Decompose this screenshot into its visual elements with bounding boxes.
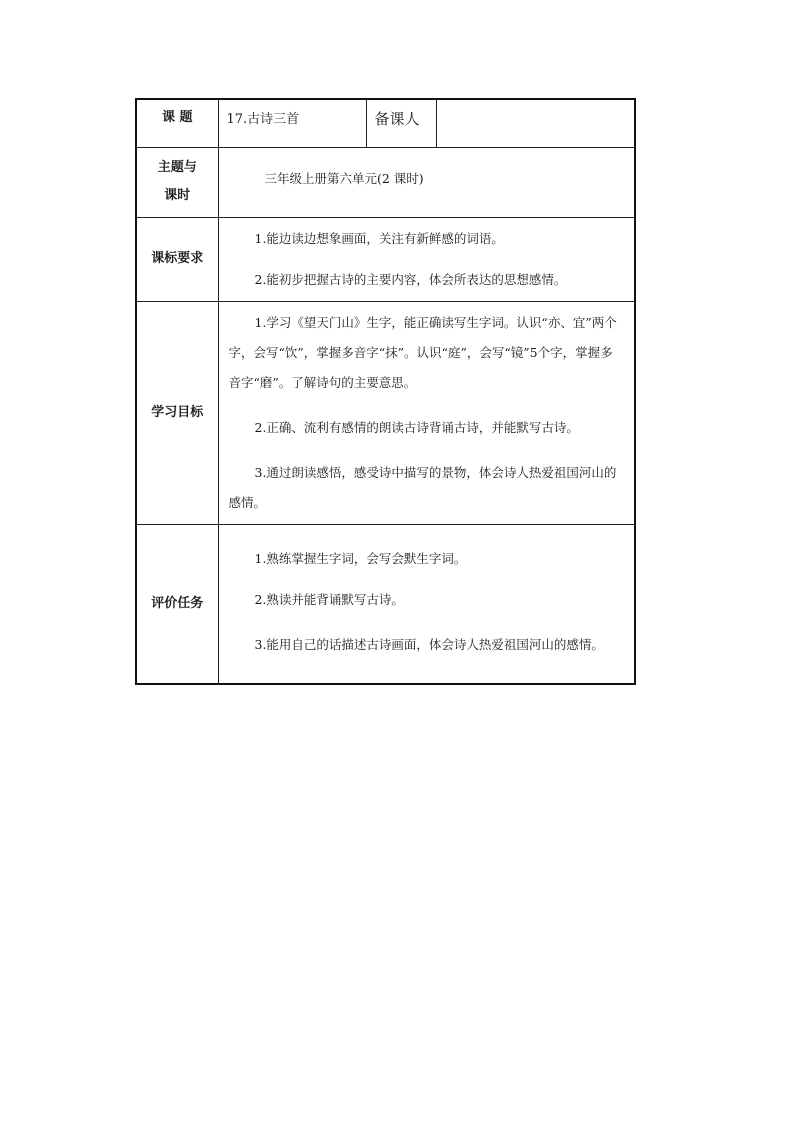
- topic-label-line1: 主题与: [157, 160, 197, 175]
- title-row: [136, 99, 635, 147]
- standard-item-2: 2.能初步把握古诗的主要内容，体会所表达的思想感情。: [254, 271, 567, 287]
- standard-label: 课标要求: [136, 217, 218, 301]
- preparer-label: 备课人: [366, 99, 436, 147]
- standard-item-1: 1.能边读边想象画面，关注有新鲜感的词语。: [254, 230, 504, 246]
- preparer-value: [436, 99, 635, 147]
- topic-value-cell: [218, 147, 635, 217]
- standard-cell: [218, 217, 635, 301]
- title-value: 17.古诗三首: [218, 99, 366, 147]
- topic-label-line2: 课时: [164, 188, 191, 203]
- topic-row: [136, 147, 635, 217]
- eval-item-2: 2.熟读并能背诵默写古诗。: [254, 591, 404, 607]
- eval-label: 评价任务: [136, 524, 218, 684]
- goals-row: [136, 301, 635, 524]
- eval-item-3: 3.能用自己的话描述古诗画面，体会诗人热爱祖国河山的感情。: [254, 636, 604, 652]
- topic-label: [136, 147, 218, 217]
- title-label: 课 题: [136, 99, 218, 147]
- goals-item-2: 2.正确、流利有感情的朗读古诗背诵古诗，并能默写古诗。: [254, 419, 579, 435]
- goals-item-1: 1.学习《望天门山》生字，能正确读写生字词。认识“亦、宜”两个字，会写“饮”，掌握多音字“抹”。认识“庭”，会写“镜”5个字，掌握多音字“磨”。了解诗句的主要意思。: [228, 314, 617, 390]
- goals-item-3: 3.通过朗读感悟，感受诗中描写的景物，体会诗人热爱祖国河山的感情。: [228, 464, 617, 510]
- topic-value: 三年级上册第六单元(2 课时): [264, 171, 424, 186]
- standard-row: [136, 217, 635, 301]
- goals-label: 学习目标: [136, 301, 218, 524]
- lesson-plan-table: [135, 98, 636, 685]
- eval-cell: [218, 524, 635, 684]
- eval-row: [136, 524, 635, 684]
- goals-cell: [218, 301, 635, 524]
- eval-item-1: 1.熟练掌握生字词，会写会默生字词。: [254, 550, 467, 566]
